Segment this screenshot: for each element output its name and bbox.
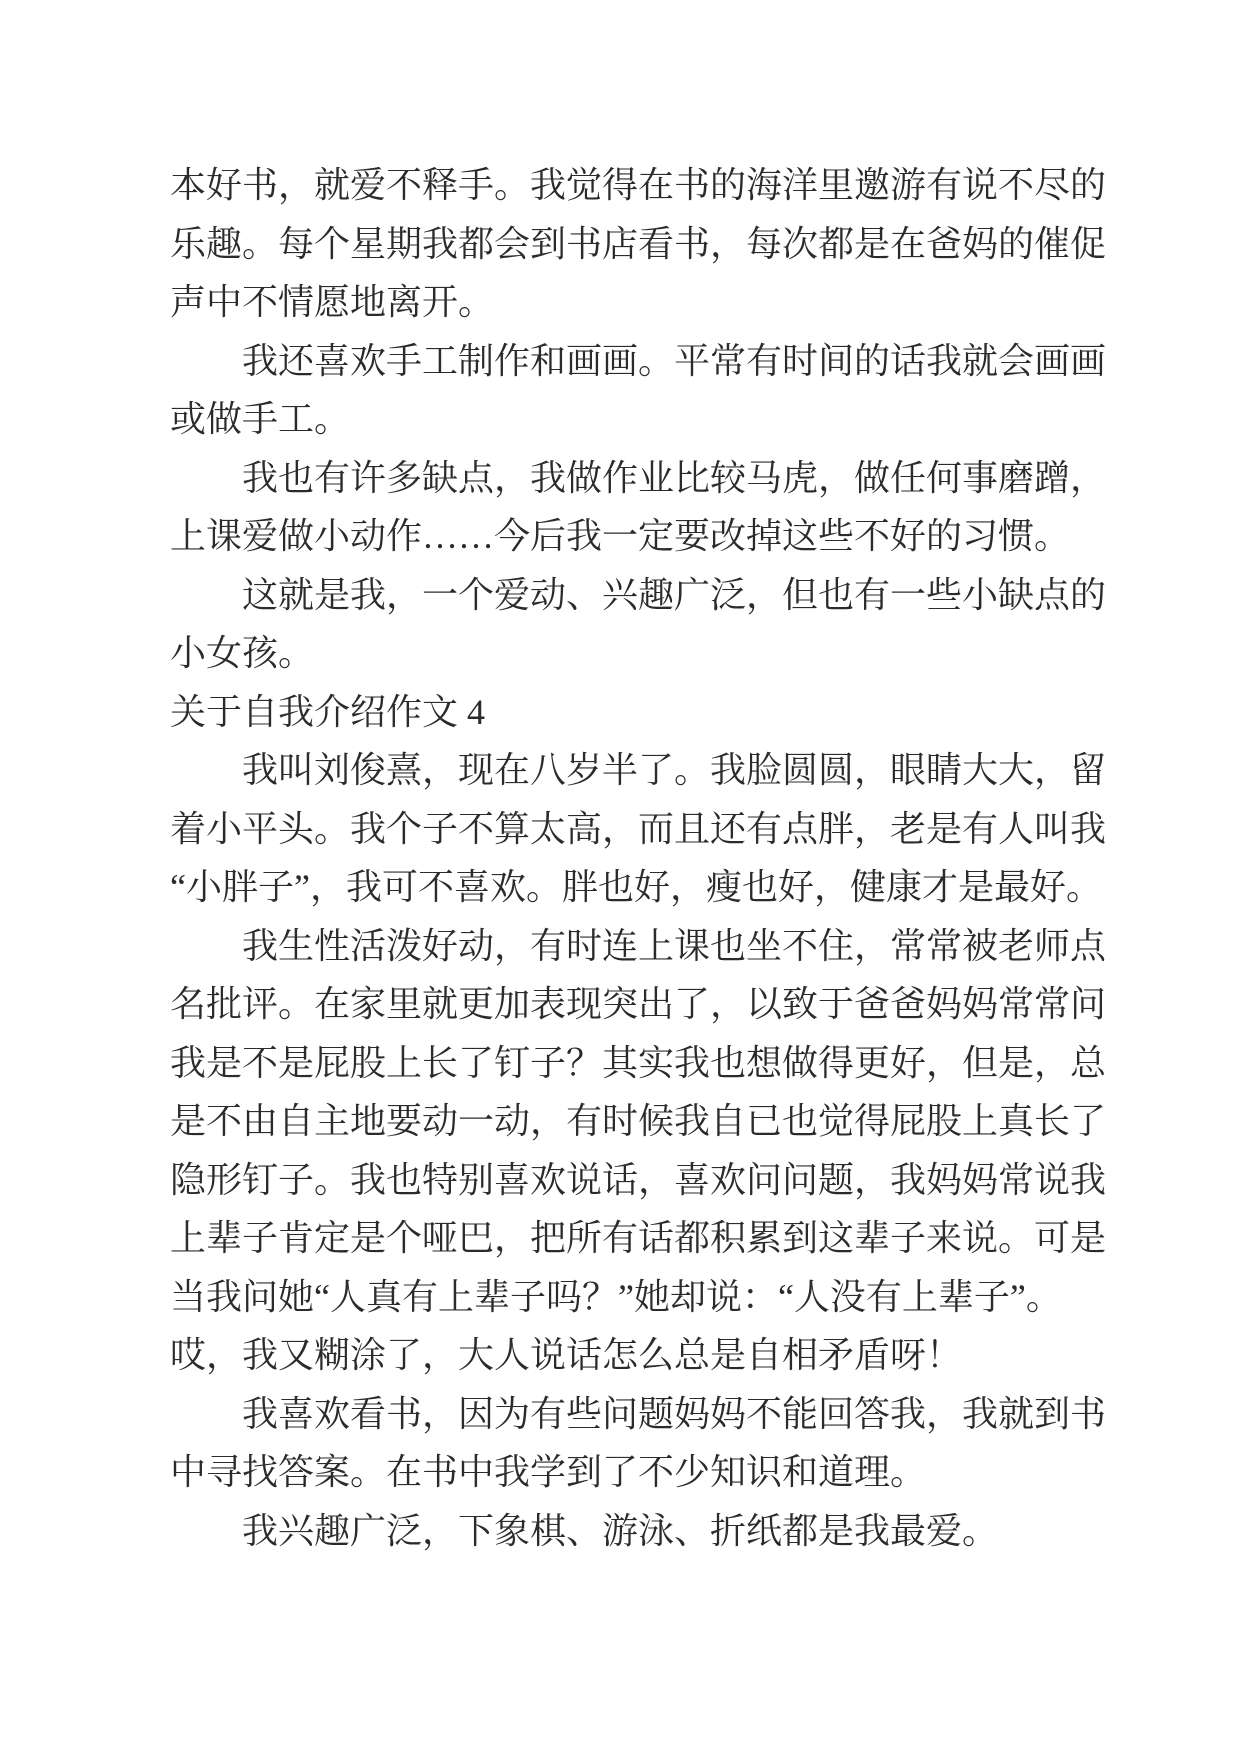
text-line: 我还喜欢手工制作和画画。平常有时间的话我就会画画 [242,340,1107,381]
text-line: 中寻找答案。在书中我学到了不少知识和道理。 [170,1452,927,1492]
text-line: 我喜欢看书，因为有些问题妈妈不能回答我，我就到书 [242,1393,1107,1434]
text-line: “小胖子”，我可不喜欢。胖也好，瘦也好，健康才是最好。 [170,867,1102,907]
text-line: 上辈子肯定是个哑巴，把所有话都积累到这辈子来说。可是 [170,1218,1107,1258]
text-line: 本好书，就爱不释手。我觉得在书的海洋里邀游有说不尽的 [170,165,1107,205]
text-line: 我叫刘俊熹，现在八岁半了。我脸圆圆，眼睛大大，留 [242,750,1107,790]
section-heading: 关于自我介绍作文 4 [170,691,486,732]
text-line: 着小平头。我个子不算太高，而且还有点胖，老是有人叫我 [170,808,1107,849]
text-line: 或做手工。 [170,399,351,439]
essay-text-block [170,156,1107,1560]
text-line: 上课爱做小动作……今后我一定要改掉这些不好的习惯。 [170,516,1071,556]
text-line: 我也有许多缺点，我做作业比较马虎，做任何事磨蹭， [242,457,1107,498]
text-line: 小女孩。 [170,633,315,673]
text-line: 我是不是屁股上长了钉子？其实我也想做得更好，但是，总 [170,1042,1107,1083]
text-line: 我兴趣广泛，下象棋、游泳、折纸都是我最爱。 [242,1510,999,1551]
text-line: 隐形钉子。我也特别喜欢说话，喜欢问问题，我妈妈常说我 [170,1159,1107,1200]
text-line: 是不由自主地要动一动，有时候我自已也觉得屁股上真长了 [170,1101,1107,1141]
text-line: 乐趣。每个星期我都会到书店看书，每次都是在爸妈的催促 [170,223,1107,264]
text-line: 我生性活泼好动，有时连上课也坐不住，常常被老师点 [242,925,1107,966]
text-line: 这就是我，一个爱动、兴趣广泛，但也有一些小缺点的 [242,574,1107,615]
text-line: 声中不情愿地离开。 [170,282,495,322]
text-line: 当我问她“人真有上辈子吗？”她却说：“人没有上辈子”。 [170,1276,1062,1317]
text-line: 名批评。在家里就更加表现突出了，以致于爸爸妈妈常常问 [170,984,1107,1024]
text-line: 哎，我又糊涂了，大人说话怎么总是自相矛盾呀！ [170,1335,963,1375]
